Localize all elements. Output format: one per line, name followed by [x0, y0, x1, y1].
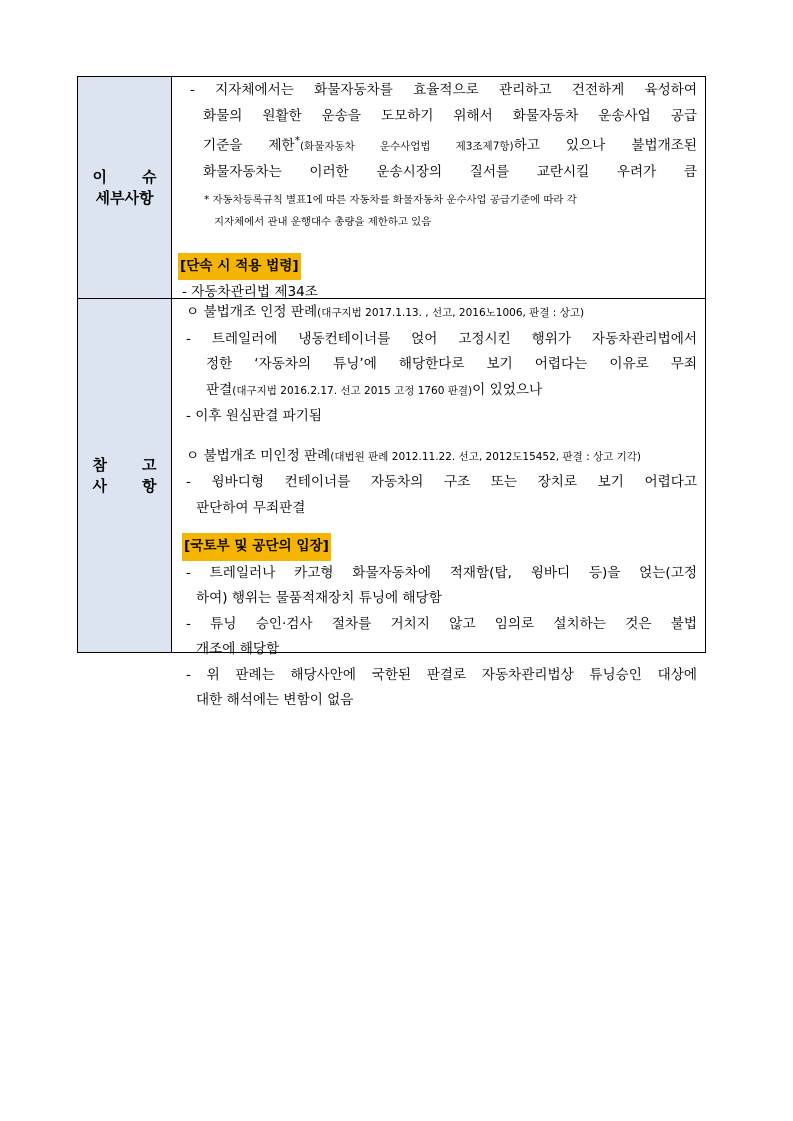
text-line: - 윙바디형 컨테이너를 자동차의 구조 또는 장치로 보기 어렵다고	[186, 474, 697, 490]
text-line: 정한 ‘자동차의 튜닝’에 해당한다로 보기 어렵다는 이유로 무죄	[206, 356, 697, 372]
law-heading-line	[178, 253, 697, 281]
header-char: 사	[92, 476, 107, 495]
header-char: 이	[92, 167, 107, 186]
text-line: 대한 해석에는 변함이 없음	[196, 692, 354, 708]
header-char: 항	[142, 476, 157, 495]
position-heading-line	[182, 533, 697, 561]
text-line: 기준을 제한*(화물자동차 운수사업법 제3조제7항)하고 있으나 불법개조된	[203, 135, 697, 154]
text-line: - 지자체에서는 화물자동차를 효율적으로 관리하고 건전하게 육성하여	[190, 82, 697, 98]
issue-details-row	[78, 77, 705, 299]
case-title: ㅇ 불법개조 미인정 판례(대법원 판례 2012.11.22. 선고, 2012도15452, 판결 : 상고 기각)	[186, 447, 641, 464]
text-line: - 트레일러나 카고형 화물자동차에 적재함(탑, 윙바디 등)을 얹는(고정	[186, 564, 697, 581]
text-line: 하여) 행위는 물품적재장치 튜닝에 해당함	[196, 590, 442, 606]
text-line: - 위 판례는 해당사안에 국한된 판결로 자동차관리법상 튜닝승인 대상에	[186, 666, 697, 683]
text-line: 판결(대구지법 2016.2.17. 선고 2015 고정 1760 판결)이 있었으나	[206, 381, 543, 398]
reference-header	[78, 299, 172, 652]
header-char: 참	[92, 455, 107, 474]
reference-content	[172, 299, 705, 708]
header-char: 슈	[142, 167, 157, 186]
text-line: - 트레일러에 냉동컨테이너를 얹어 고정시킨 행위가 자동차관리법에서	[186, 330, 697, 347]
text-line: 화물의 원활한 운송을 도모하기 위해서 화물자동차 운송사업 공급	[203, 107, 697, 124]
issue-table	[77, 76, 706, 708]
footnote-line: * 자동차등록규칙 별표1에 따른 자동차를 화물자동차 운수사업 공급기준에 따라 각	[204, 193, 577, 206]
text-line: 판단하여 무죄판결	[196, 499, 306, 516]
text-line: 화물자동차는 이러한 운송시장의 질서를 교란시킬 우려가 큼	[203, 164, 697, 181]
law-heading: [단속 시 적용 법령]	[178, 253, 301, 281]
position-heading: [국토부 및 공단의 입장]	[182, 533, 331, 561]
text-line: 개조에 해당함	[196, 641, 280, 657]
case-title: ㅇ 불법개조 인정 판례(대구지법 2017.1.13. , 선고, 2016노1006, 판결 : 상고)	[186, 304, 585, 320]
text-line: - 튜닝 승인·검사 절차를 거치지 않고 임의로 설치하는 것은 불법	[186, 615, 697, 632]
text-line: - 이후 원심판결 파기됨	[186, 408, 323, 424]
text-line: - 자동차관리법 제34조	[182, 284, 318, 301]
footnote-line: 지자체에서 관내 운행대수 총량을 제한하고 있음	[214, 215, 432, 228]
reference-row	[78, 299, 705, 708]
issue-details-content	[172, 77, 705, 301]
header-label: 세부사항	[95, 188, 154, 207]
header-char: 고	[142, 455, 157, 474]
issue-details-header	[78, 77, 172, 298]
